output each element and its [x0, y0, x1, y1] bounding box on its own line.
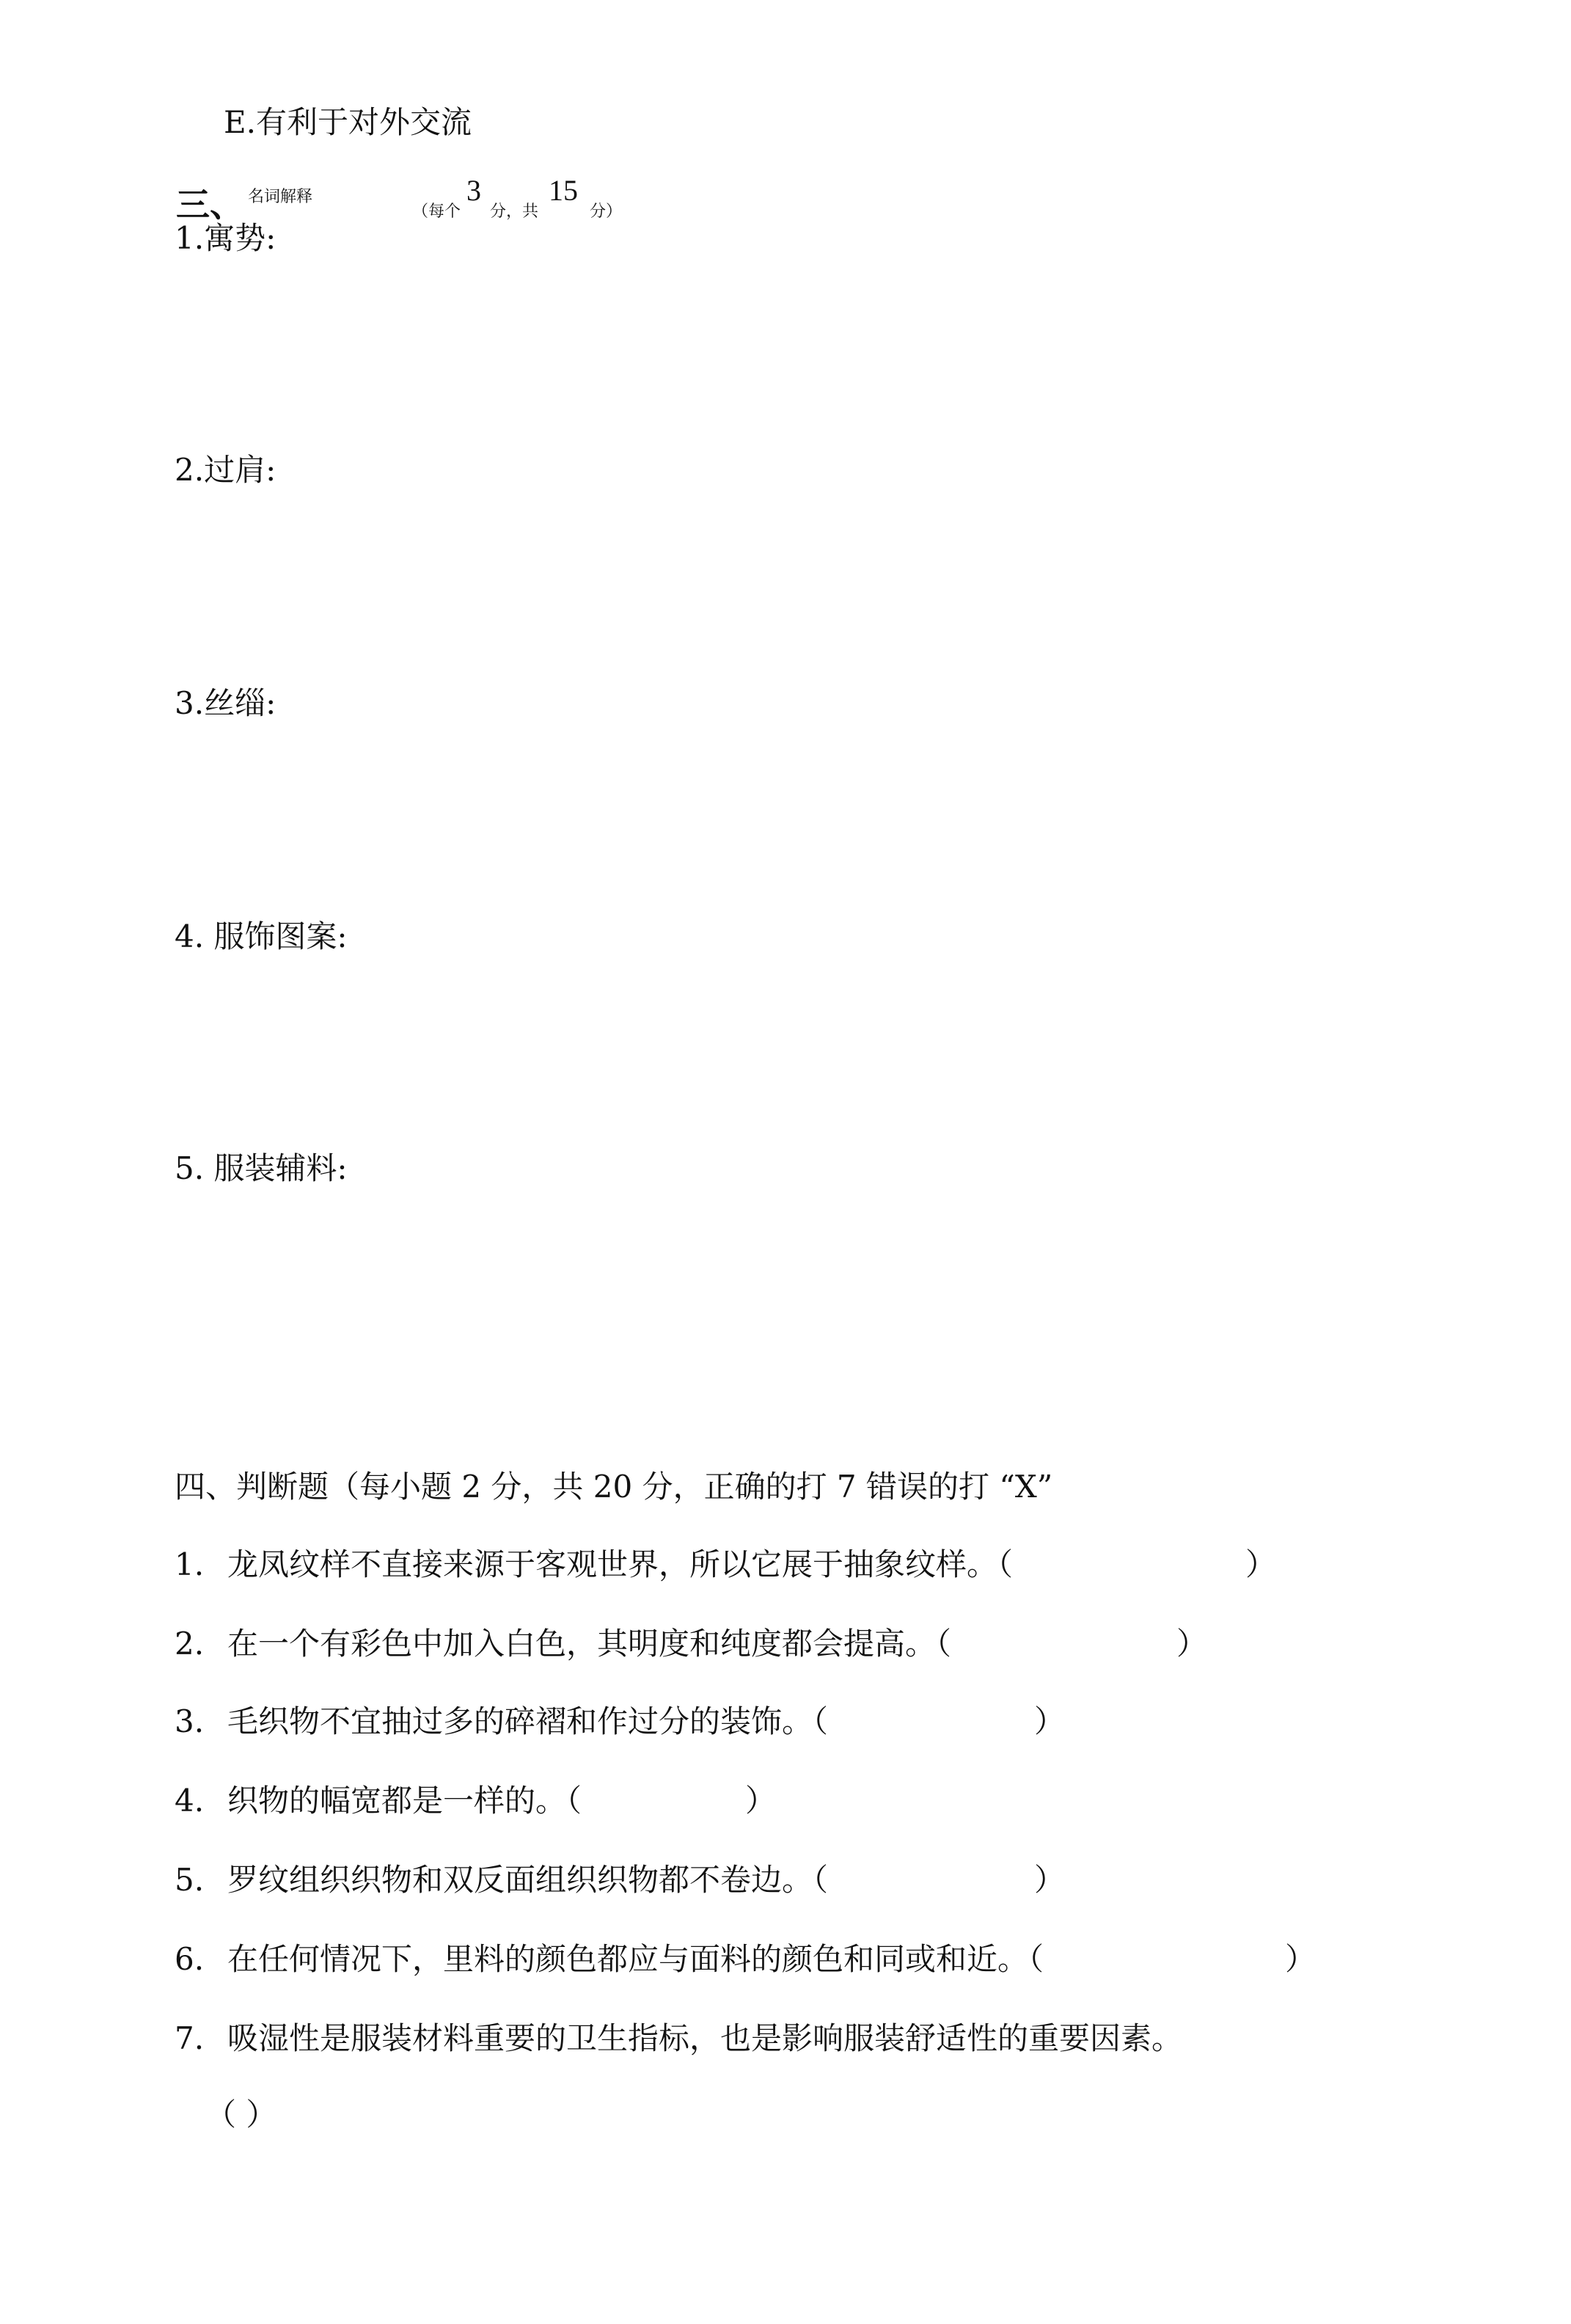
judge-item-5-num: 5. [175, 1862, 205, 1898]
judge-item-7-num: 7. [175, 2020, 205, 2056]
judge-item-3-text: 毛织物不宜抽过多的碎褶和作过分的装饰。（ [227, 1703, 829, 1739]
judge-item-1-close: ） [1245, 1546, 1277, 1582]
term-2: 2.过肩: [175, 452, 277, 488]
judge-item-4-close: ） [745, 1783, 777, 1819]
judge-item-1-text: 龙凤纹样不直接来源于客观世界，所以它展于抽象纹样。（ [227, 1546, 1014, 1582]
section3-score-total: 15 [549, 174, 578, 207]
term-4: 4. 服饰图案: [175, 918, 348, 954]
section3-score-mid: 分，共 [490, 202, 539, 221]
section3-score-each: 3 [466, 174, 481, 207]
judge-item-7-text: 吸湿性是服装材料重要的卫生指标，也是影响服装舒适性的重要因素。 [227, 2020, 1183, 2056]
term-3: 3.丝缁: [175, 685, 277, 721]
section3-number: 三、 [176, 185, 243, 224]
section3-score-suffix: 分） [590, 202, 623, 221]
judge-item-4-text: 织物的幅宽都是一样的。（ [227, 1783, 582, 1819]
judge-item-6-num: 6. [175, 1941, 205, 1977]
section3-score-prefix: （每个 [412, 202, 461, 221]
judge-item-2-num: 2. [175, 1626, 205, 1662]
judge-item-6-text: 在任何情况下，里料的颜色都应与面料的颜色和同或和近。（ [227, 1941, 1044, 1977]
judge-item-5-text: 罗纹组织织物和双反面组织织物都不卷边。（ [227, 1862, 829, 1898]
judge-item-3-close: ） [1034, 1703, 1066, 1739]
judge-item-2-close: ） [1176, 1626, 1208, 1662]
judge-item-1-num: 1. [175, 1546, 205, 1582]
judge-item-6-close: ） [1285, 1941, 1317, 1977]
section4-heading: 四、判断题（每小题 2 分，共 20 分，正确的打 7 错误的打 “X” [175, 1469, 1053, 1505]
judge-item-4-num: 4. [175, 1783, 205, 1819]
judge-item-2-text: 在一个有彩色中加入白色，其明度和纯度都会提高。（ [227, 1626, 952, 1662]
section3-title: 名词解释 [248, 188, 313, 206]
judge-item-5-close: ） [1034, 1862, 1066, 1898]
option-e: E.有利于对外交流 [224, 104, 472, 140]
judge-item-3-num: 3. [175, 1703, 205, 1739]
term-1: 1.寓势: [175, 220, 277, 256]
term-5: 5. 服装辅料: [175, 1150, 348, 1186]
judge-item-7-parens: （ ） [205, 2097, 277, 2133]
